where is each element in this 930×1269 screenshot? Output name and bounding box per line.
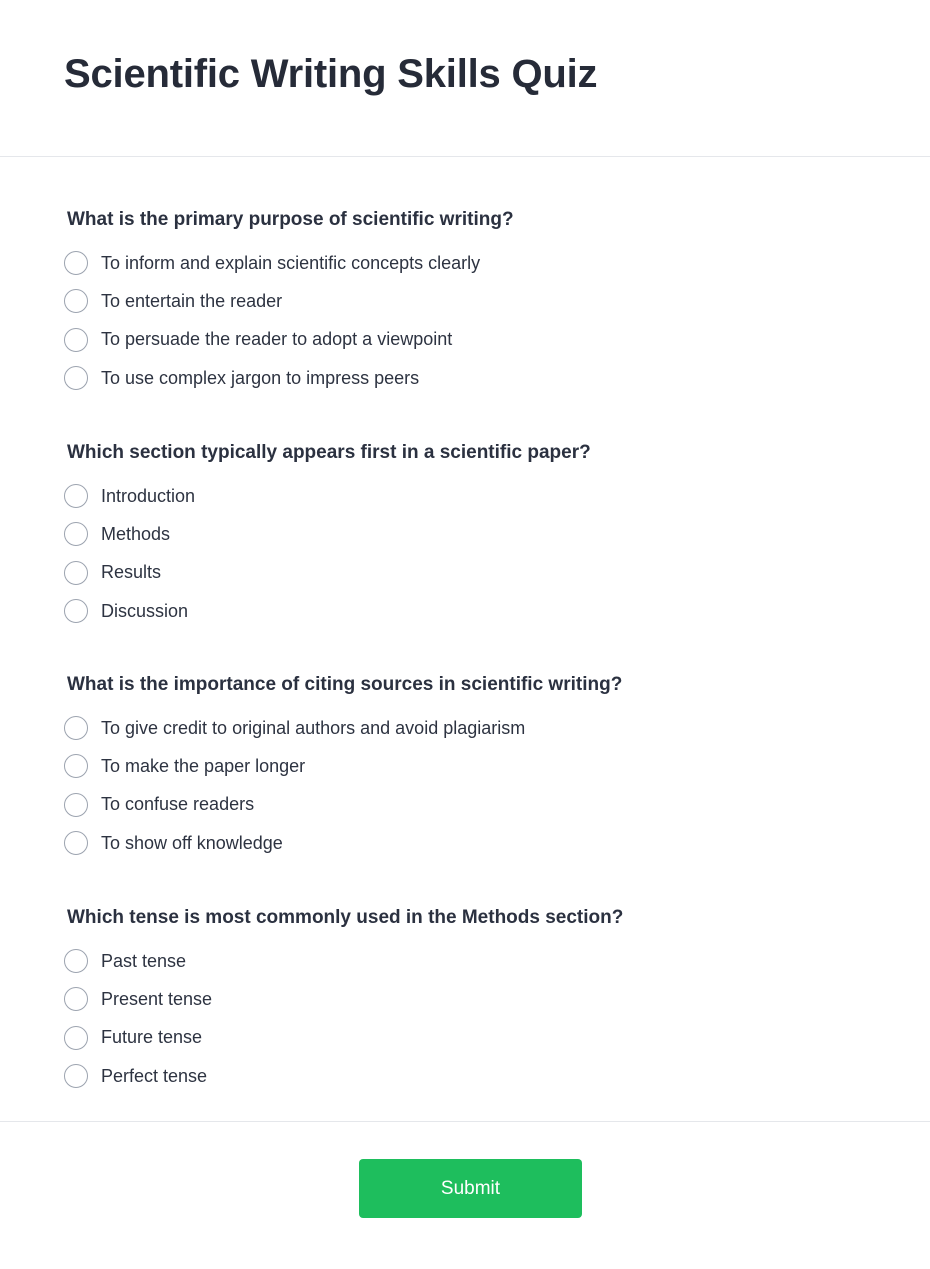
option-label: Introduction <box>101 485 196 506</box>
radio-button[interactable] <box>64 484 88 508</box>
option-4-2[interactable] <box>64 980 884 1018</box>
option-1-4[interactable] <box>64 359 884 397</box>
option-label: To make the paper longer <box>101 755 306 776</box>
option-label: Perfect tense <box>101 1065 208 1086</box>
question-2 <box>64 440 884 630</box>
radio-button[interactable] <box>64 754 88 778</box>
option-label: Methods <box>101 523 171 544</box>
option-2-3[interactable] <box>64 554 884 592</box>
option-label: To confuse readers <box>101 794 255 815</box>
question-text: What is the importance of citing sources in scientific writing? <box>67 674 623 695</box>
option-label: Future tense <box>101 1027 203 1048</box>
option-4-1[interactable] <box>64 942 884 980</box>
option-label: To persuade the reader to adopt a viewpoint <box>101 329 453 350</box>
option-label: Results <box>101 562 162 583</box>
radio-button[interactable] <box>64 251 88 275</box>
radio-button[interactable] <box>64 831 88 855</box>
radio-button[interactable] <box>64 793 88 817</box>
quiz-form <box>0 157 930 1122</box>
option-1-2[interactable] <box>64 282 884 320</box>
radio-button[interactable] <box>64 599 88 623</box>
option-3-2[interactable] <box>64 747 884 785</box>
option-2-2[interactable] <box>64 515 884 553</box>
question-text: Which section typically appears first in a scientific paper? <box>67 442 591 463</box>
option-label: To entertain the reader <box>101 290 283 311</box>
question-4 <box>64 905 884 1095</box>
question-3 <box>64 672 884 862</box>
option-list <box>64 942 884 1095</box>
radio-button[interactable] <box>64 561 88 585</box>
question-1 <box>64 207 884 397</box>
submit-button[interactable]: Submit <box>359 1159 582 1218</box>
page-title: Scientific Writing Skills Quiz <box>64 52 598 96</box>
form-footer <box>0 1122 930 1269</box>
option-list <box>64 244 884 397</box>
option-1-1[interactable] <box>64 244 884 282</box>
option-label: Discussion <box>101 600 189 621</box>
option-2-4[interactable] <box>64 592 884 630</box>
radio-button[interactable] <box>64 1064 88 1088</box>
radio-button[interactable] <box>64 289 88 313</box>
page-header <box>0 0 930 157</box>
radio-button[interactable] <box>64 366 88 390</box>
option-list <box>64 477 884 630</box>
radio-button[interactable] <box>64 987 88 1011</box>
option-list <box>64 709 884 862</box>
option-4-3[interactable] <box>64 1019 884 1057</box>
option-3-3[interactable] <box>64 786 884 824</box>
radio-button[interactable] <box>64 328 88 352</box>
option-label: Past tense <box>101 950 187 971</box>
option-label: To show off knowledge <box>101 832 283 853</box>
option-1-3[interactable] <box>64 321 884 359</box>
radio-button[interactable] <box>64 949 88 973</box>
question-text: Which tense is most commonly used in the Methods section? <box>67 907 624 928</box>
option-label: To give credit to original authors and avoid plagiarism <box>101 717 526 738</box>
option-2-1[interactable] <box>64 477 884 515</box>
radio-button[interactable] <box>64 522 88 546</box>
option-3-1[interactable] <box>64 709 884 747</box>
option-4-4[interactable] <box>64 1057 884 1095</box>
option-label: To use complex jargon to impress peers <box>101 367 420 388</box>
option-label: To inform and explain scientific concepts clearly <box>101 252 481 273</box>
radio-button[interactable] <box>64 1026 88 1050</box>
question-text: What is the primary purpose of scientific writing? <box>67 209 514 230</box>
radio-button[interactable] <box>64 716 88 740</box>
option-label: Present tense <box>101 988 213 1009</box>
option-3-4[interactable] <box>64 824 884 862</box>
